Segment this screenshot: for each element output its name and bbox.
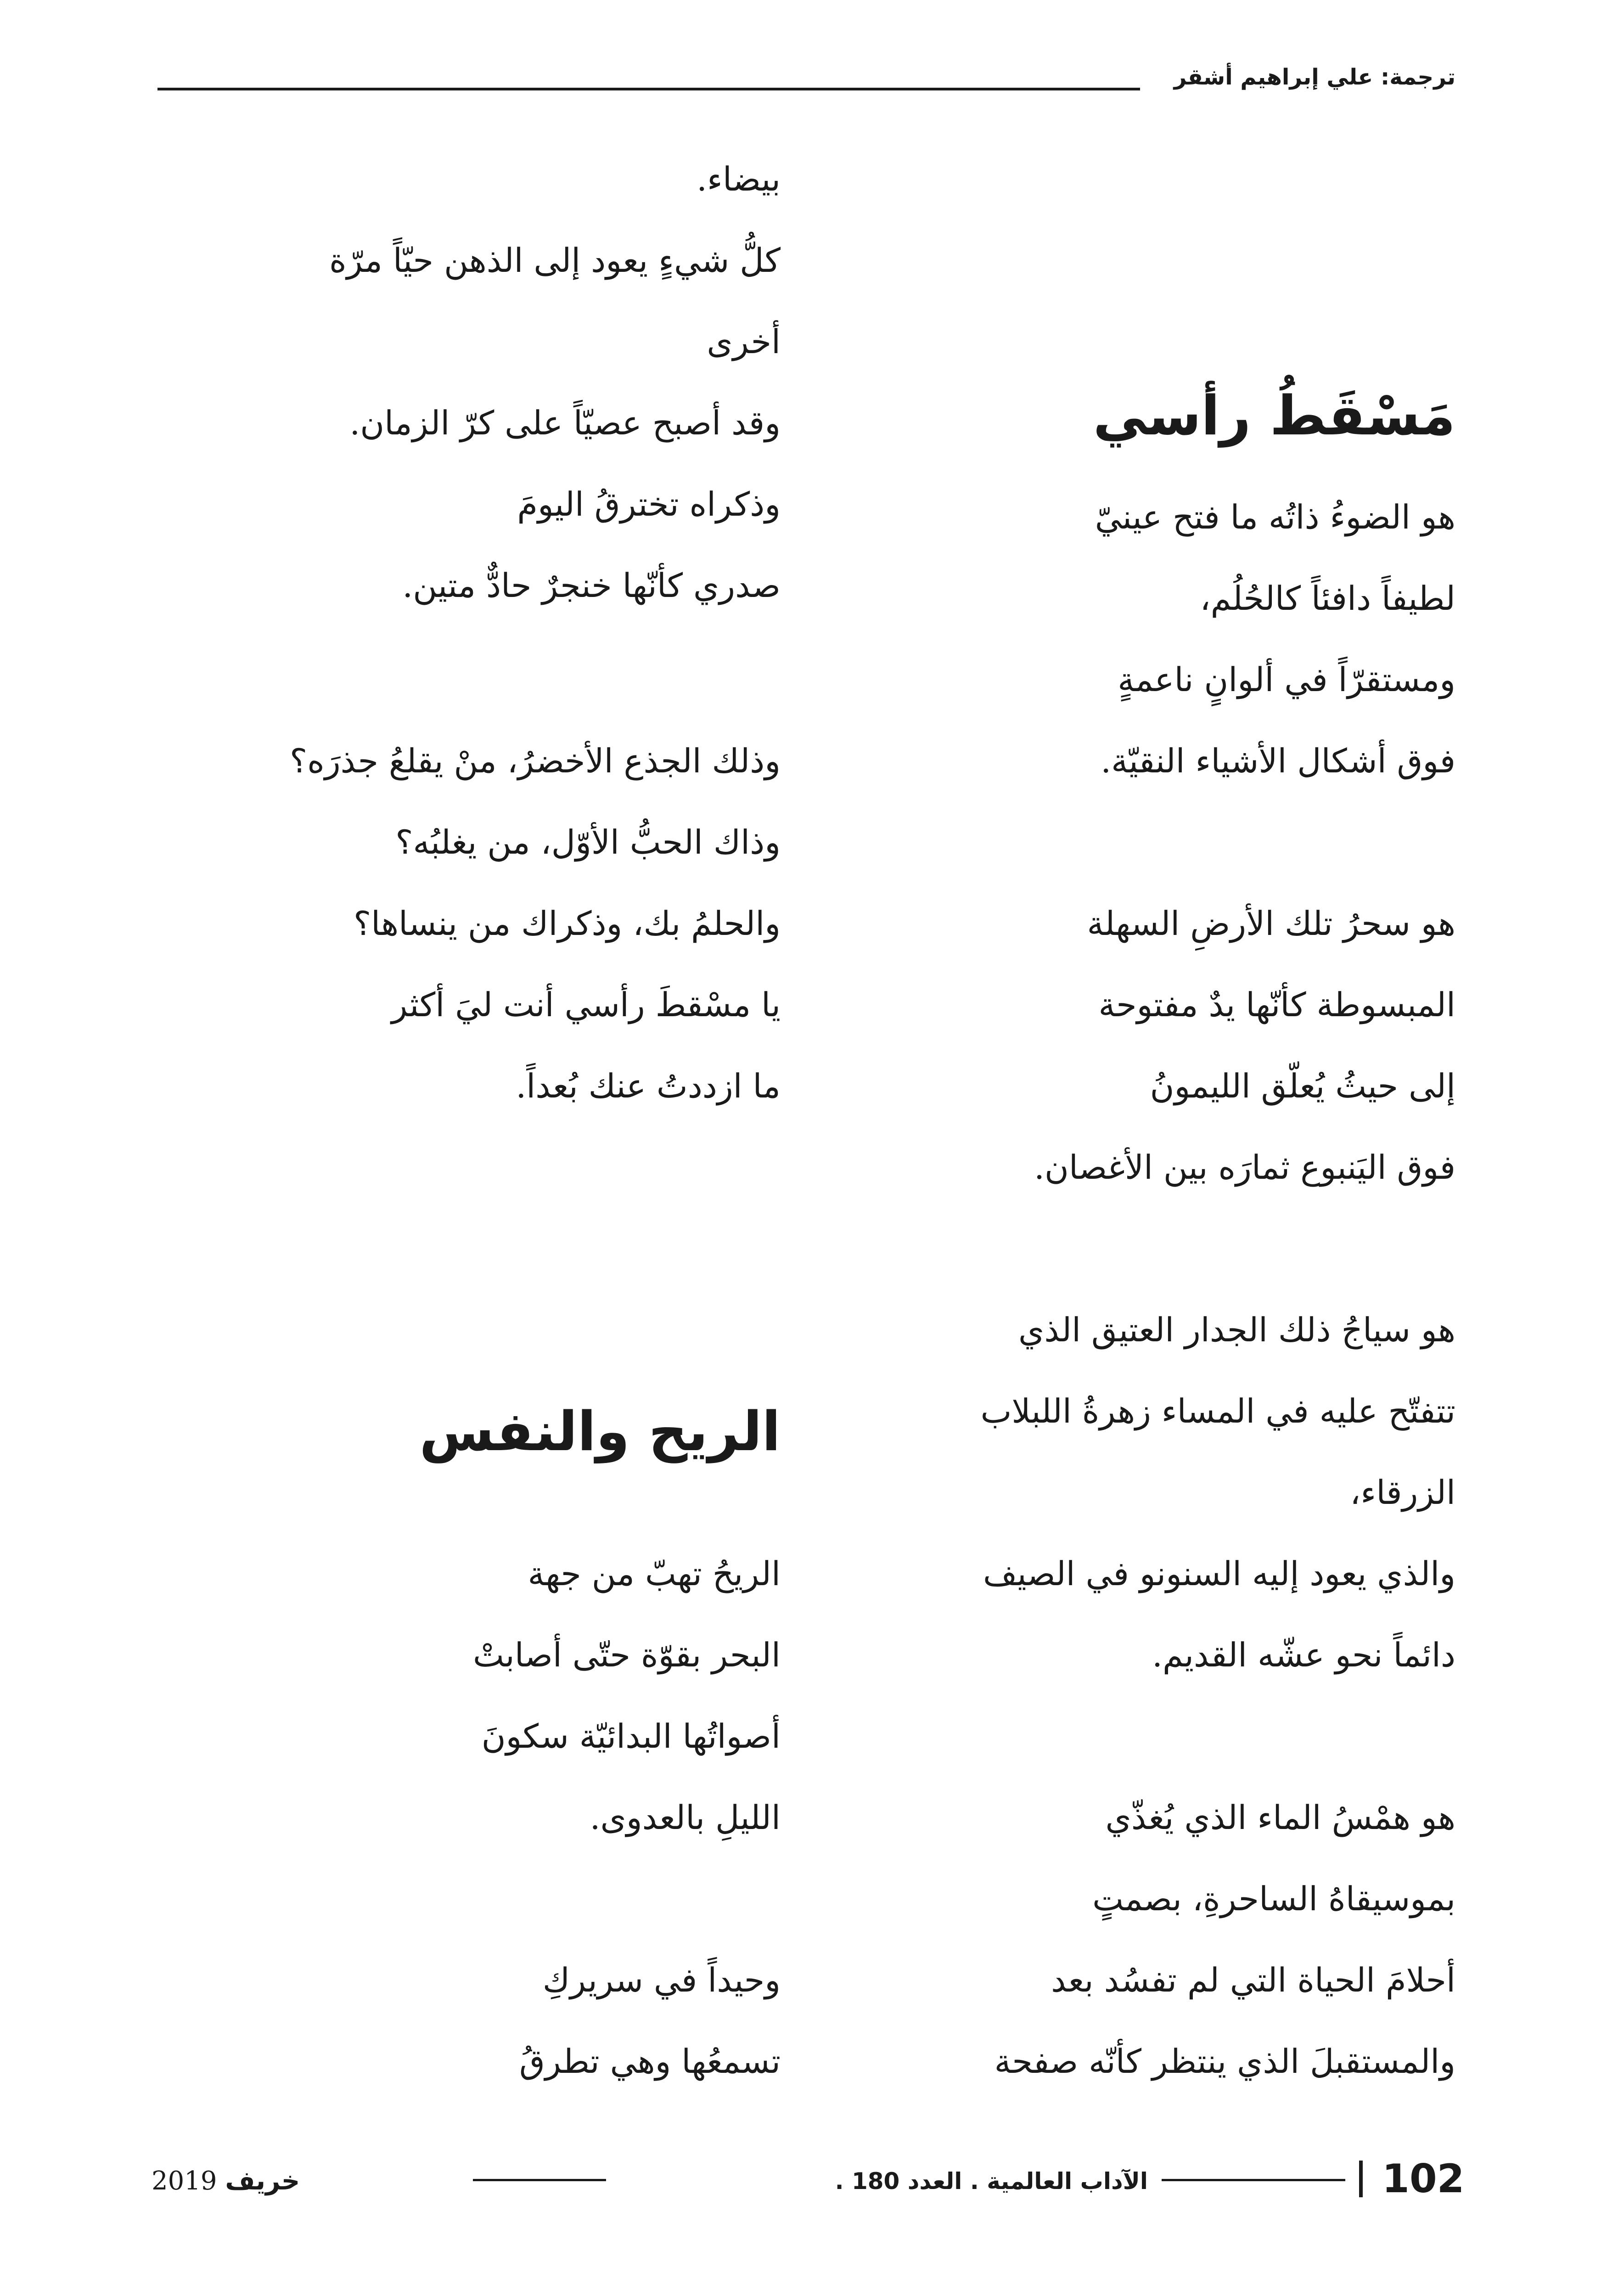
poem-line: إلى حيثُ يُعلّق الليمونُ	[1150, 1067, 1455, 1105]
poem-line: فوق أشكال الأشياء النقيّة.	[1101, 742, 1455, 780]
poem-line: أحلامَ الحياة التي لم تفسُد بعد	[1051, 1961, 1455, 1999]
issue-season: خريف	[225, 2166, 300, 2196]
poem-line: هو الضوءُ ذاتُه ما فتح عينيّ	[1095, 498, 1455, 536]
poem-line: بموسيقاهُ الساحرةِ، بصمتٍ	[1092, 1880, 1455, 1918]
poem-line: أخرى	[707, 322, 781, 361]
poem-line: وذلك الجذع الأخضرُ، منْ يقلعُ جذرَه؟	[289, 742, 781, 780]
poem-line: ومستقرّاً في ألوانٍ ناعمةٍ	[1118, 660, 1455, 699]
issue-date	[152, 2163, 464, 2200]
poem-line: المبسوطة كأنّها يدٌ مفتوحة	[1098, 985, 1455, 1024]
poem-line: الزرقاء،	[1350, 1473, 1455, 1512]
footer-separator-bar	[1359, 2161, 1363, 2197]
poem-line: أصواتُها البدائيّة سكونَ	[481, 1717, 781, 1756]
poem-line: وقد أصبح عصيّاً على كرّ الزمان.	[349, 404, 781, 442]
poem-line: دائماً نحو عشّه القديم.	[1152, 1636, 1455, 1674]
footer-divider	[1162, 2179, 1345, 2181]
poem-line: وذاك الحبُّ الأوّل، من يغلبُه؟	[395, 823, 781, 861]
poem-line: كلُّ شيءٍ يعود إلى الذهن حيّاً مرّة	[329, 241, 781, 280]
poem-line: وذكراه تخترقُ اليومَ	[517, 485, 781, 523]
poem-line: الريحُ تهبّ من جهة	[528, 1554, 781, 1593]
poem-line: صدري كأنّها خنجرٌ حادٌّ متين.	[402, 566, 781, 605]
poem2-title: الريح والنفس	[419, 1400, 781, 1463]
footer-divider	[473, 2179, 606, 2181]
poem-line: البحر بقوّة حتّى أصابتْ	[473, 1636, 781, 1674]
poem-line: والمستقبلَ الذي ينتظر كأنّه صفحة	[994, 2042, 1455, 2081]
poem-line: والحلمُ بك، وذكراك من ينساها؟	[353, 904, 781, 943]
poem-line: وحيداً في سريركِ	[542, 1961, 781, 1999]
poem-line: الليلِ بالعدوى.	[590, 1798, 781, 1837]
translator-credit: ترجمة: علي إبراهيم أشقر	[1174, 64, 1455, 90]
poem-line: فوق اليَنبوع ثمارَه بين الأغصان.	[1034, 1148, 1455, 1187]
poem-line: هو سياجُ ذلك الجدار العتيق الذي	[1018, 1311, 1455, 1349]
poem-line: تتفتّح عليه في المساء زهرةُ اللبلاب	[980, 1392, 1455, 1430]
poem-line: هو سحرُ تلك الأرضِ السهلة	[1087, 904, 1455, 943]
poem-line: بيضاء.	[697, 160, 781, 198]
poem1-title: مَسْقَطُ رأسي	[1093, 384, 1455, 447]
poem-line: يا مسْقطَ رأسي أنت ليَ أكثر	[391, 985, 781, 1024]
poem-line: ما ازددتُ عنك بُعداً.	[516, 1067, 781, 1105]
poem-line: تسمعُها وهي تطرقُ	[519, 2042, 781, 2081]
poem-line: والذي يعود إليه السنونو في الصيف	[983, 1554, 1455, 1593]
poem-line: هو همْسُ الماء الذي يُغذّي	[1105, 1798, 1455, 1837]
journal-issue-label: الآداب العالمية . العدد 180 .	[835, 2168, 1148, 2195]
header-divider	[157, 88, 1140, 90]
poem-line: لطيفاً دافئاً كالحُلُم،	[1200, 579, 1455, 618]
issue-year: 2019	[152, 2166, 217, 2196]
page-number: 102	[1382, 2156, 1465, 2202]
